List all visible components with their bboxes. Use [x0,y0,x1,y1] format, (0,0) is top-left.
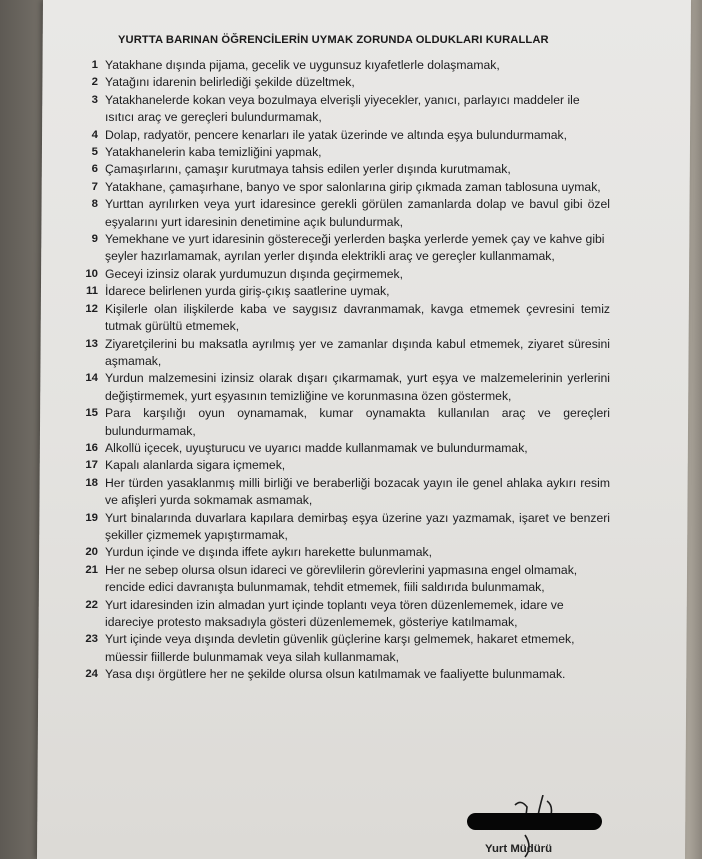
rule-number: 13 [85,337,98,350]
rule-number: 18 [85,476,98,489]
rule-number: 16 [85,441,98,454]
rule-text: Yurdun malzemesini izinsiz olarak dışarı çıkarmamak, yurt eşya ve malzemelerinin yerlerini değiştirmemek, yurt eşyasının temizliğine ve korunmasına özen göstermek, [105,371,610,403]
rule-text: İdarece belirlenen yurda giriş-çıkış saatlerine uymak, [105,284,390,299]
rule-number: 9 [91,233,98,246]
rule-text: Yatakhane, çamaşırhane, banyo ve spor salonlarına girip çıkmada zaman tablosuna uymak, [105,179,601,194]
rule-number: 23 [85,633,98,646]
rule-number: 17 [85,459,98,472]
document-title: YURTTA BARINAN ÖĞRENCİLERİN UYMAK ZORUNDA OLDUKLARI KURALLAR [118,34,549,46]
rule-item [70,161,610,178]
rule-number: 10 [85,267,98,280]
rule-number: 19 [85,511,98,524]
rule-number: 12 [85,302,98,315]
rule-text: Her ne sebep olursa olsun idareci ve görevlilerin görevlerini yapmasına engel olmamak, rencide edici davranışta bulunmamak, tehdit etmemek, fiili saldırıda bulunmamak, [105,562,578,595]
rule-item [70,666,610,683]
rule-text: Yurt idaresinden izin almadan yurt içinde toplantı veya tören düzenlememek, idare ve idareciye protesto maksadıyla gösteri düzenlememek, gösteriye katılmamak, [105,597,564,629]
rule-item [70,127,610,144]
rule-item [70,179,610,196]
rule-number: 8 [91,198,98,211]
rule-number: 7 [91,180,98,193]
rule-number: 22 [85,598,98,611]
rule-text: Kapalı alanlarda sigara içmemek, [105,458,286,473]
rule-text: Geceyi izinsiz olarak yurdumuzun dışında geçirmemek, [105,266,404,281]
rule-text: Ziyaretçilerini bu maksatla ayrılmış yer ve zamanlar dışında kabul etmemek, ziyaret süresini aşmamak, [105,336,610,368]
rule-number: 6 [91,163,98,176]
rule-number: 20 [85,546,98,559]
rule-text: Yemekhane ve yurt idaresinin göstereceği yerlerden başka yerlerde yemek çay ve kahve gibi şeyler hazırlamamak, ayrılan yerler dışında elektrikli araç ve gereçler kullanmamak, [105,232,605,264]
rule-item [70,457,610,474]
rule-text: Yatakhane dışında pijama, gecelik ve uygunsuz kıyafetlerle dolaşmamak, [105,58,500,72]
rule-number: 14 [85,372,98,385]
rule-item [70,266,610,283]
rule-item [70,440,610,457]
rule-item [70,475,610,510]
rule-item [70,336,610,371]
rule-text: Yurt içinde veya dışında devletin güvenlik güçlerine karşı gelmemek, hakaret etmemek, müessir fiillerde bulunmamak veya silah kullanmamak, [105,632,575,664]
rule-item [70,231,610,266]
rule-text: Kişilerle olan ilişkilerde kaba ve saygısız davranmamak, kavga etmemek çevresini temiz tutmak gürültü etmemek, [105,301,610,334]
rule-text: Yatakhanelerde kokan veya bozulmaya elverişli yiyecekler, yanıcı, parlayıcı maddeler ile ısıtıcı araç ve gereçleri bulundurmamak, [105,92,580,125]
rule-text: Para karşılığı oyun oynamamak, kumar oynamakta kullanılan araç ve gereçleri bulundurmamak, [105,406,610,438]
rule-item [70,544,610,561]
rule-item [70,92,610,127]
rule-item [70,196,610,231]
signature-block [455,795,615,859]
rule-number: 11 [85,285,98,298]
signature-title: Yurt Müdürü [485,843,553,855]
rule-text: Her türden yasaklanmış milli birliği ve beraberliği bozacak yayın ile genel ahlaka aykırı resim ve afişleri yurda sokmamak asmamak, [105,475,610,508]
rule-item [70,144,610,161]
rule-item [70,510,610,545]
redaction-bar [467,813,602,830]
rule-number: 15 [85,407,98,420]
rule-item [70,301,610,336]
rule-number: 24 [85,668,98,681]
rule-item [70,631,610,666]
rule-number: 3 [91,93,98,106]
rule-text: Dolap, radyatör, pencere kenarları ile yatak üzerinde ve altında eşya bulundurmamak, [105,127,568,142]
rule-text: Yasa dışı örgütlere her ne şekilde olursa olsun katılmamak ve faaliyette bulunmamak. [105,667,566,682]
rule-number: 4 [91,128,98,141]
rule-text: Yatakhanelerin kaba temizliğini yapmak, [105,145,322,160]
rule-item [70,597,610,632]
rule-number: 5 [91,146,98,159]
rules-list [70,57,610,684]
rule-text: Yurdun içinde ve dışında iffete aykırı harekette bulunmamak, [105,545,432,560]
rule-item [70,562,610,597]
rule-item [70,405,610,440]
rule-number: 21 [85,563,98,576]
rule-item [70,283,610,300]
rule-text: Yurt binalarında duvarlara kapılara demirbaş eşya üzerine yazı yazmamak, işaret ve benzeri şekiller çizmemek yapıştırmamak, [105,510,610,542]
rule-item [70,74,610,91]
rule-text: Çamaşırlarını, çamaşır kurutmaya tahsis edilen yerler dışında kurutmamak, [105,162,511,177]
rule-text: Yatağını idarenin belirlediği şekilde düzeltmek, [105,75,355,90]
rule-text: Yurttan ayrılırken veya yurt idaresince gerekli görülen zamanlarda dolap ve bavul gibi özel eşyalarını yurt idaresinin denetimine açık bulundurmak, [105,197,610,229]
rule-item [70,370,610,405]
rule-text: Alkollü içecek, uyuşturucu ve uyarıcı madde kullanmamak ve bulundurmamak, [105,440,528,455]
rule-number: 2 [91,76,98,89]
rule-number: 1 [91,59,98,71]
rule-item [70,57,610,74]
